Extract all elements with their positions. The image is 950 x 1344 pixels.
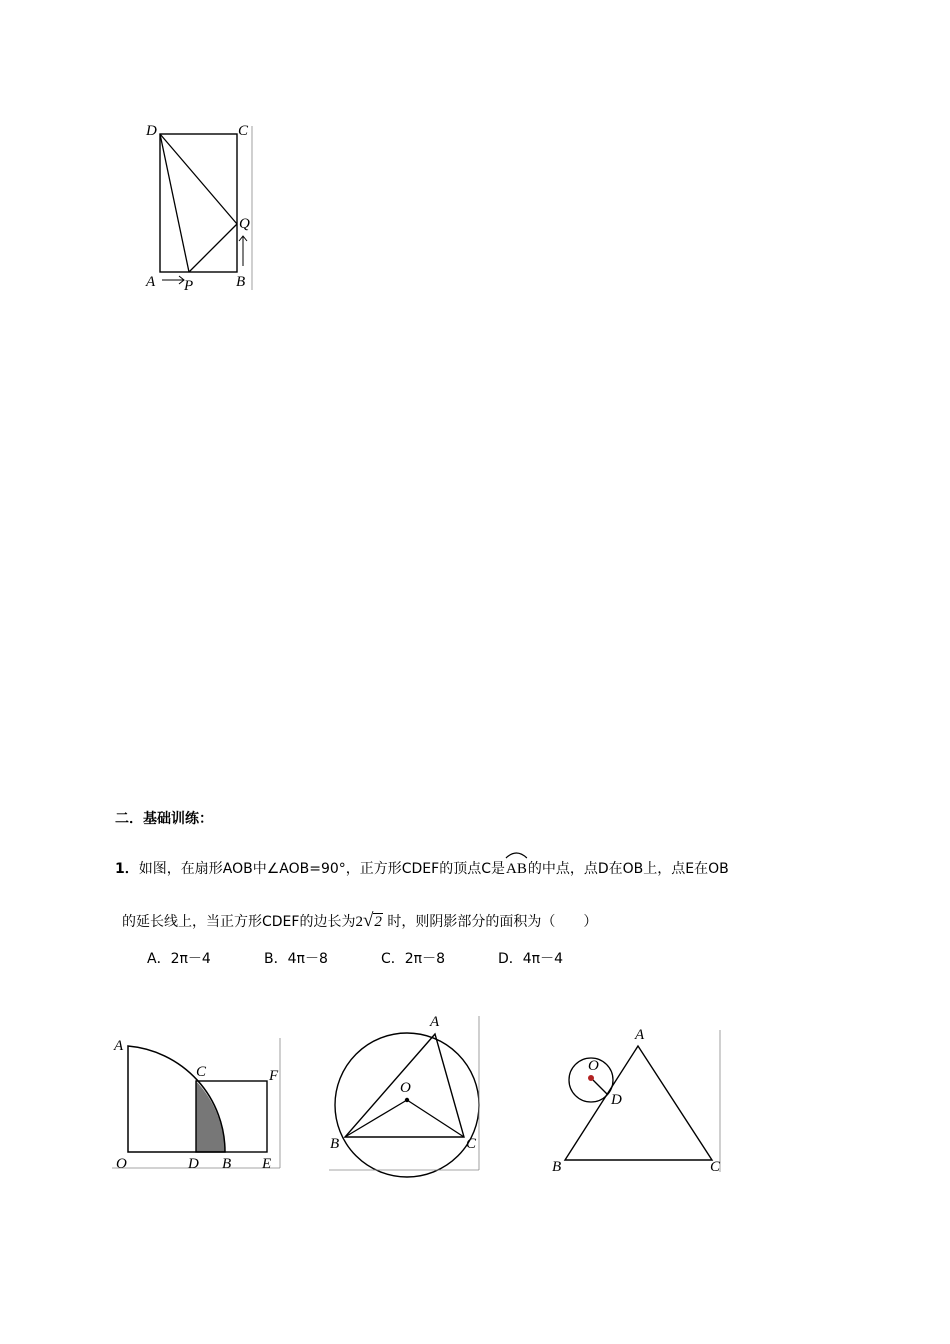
label-d: D (146, 123, 157, 139)
arrow-up-icon (239, 236, 247, 266)
segment-dq (160, 134, 237, 224)
answer-options (147, 948, 615, 968)
figure-sector-square (108, 1030, 288, 1178)
question-text-part-4: 时，则阴影部分的面积为（ ） (382, 914, 598, 930)
label-a: A (635, 1027, 645, 1043)
label-q: Q (239, 216, 250, 232)
label-a: A (114, 1038, 124, 1054)
two-root-two (355, 910, 382, 932)
question-1-line-1 (115, 858, 729, 878)
option-d[interactable]: D．4π－4 (498, 951, 564, 967)
arrow-right-icon (162, 276, 184, 284)
center-point (588, 1075, 594, 1081)
question-text-part-2: 的中点，点D在OB上，点E在OB (527, 861, 729, 877)
figure-circle-triangle (325, 1008, 487, 1176)
question-text-part-3: 的延长线上，当正方形CDEF的边长为 (122, 914, 356, 930)
label-f: F (269, 1068, 279, 1084)
label-b: B (236, 274, 246, 290)
shaded-region (196, 1081, 225, 1152)
question-text-part-1: 如图，在扇形AOB中∠AOB=90°，正方形CDEF的顶点C是 (138, 861, 505, 877)
section-title: 二．基础训练： (115, 811, 213, 827)
label-b: B (222, 1156, 232, 1172)
label-a: A (430, 1014, 440, 1030)
arc-ab (505, 861, 528, 878)
question-number: 1． (115, 861, 139, 877)
label-o: O (116, 1156, 127, 1172)
circle-o (335, 1033, 479, 1177)
figure-rectangle-abcd (140, 118, 260, 298)
label-o: O (588, 1058, 599, 1074)
label-b: B (552, 1159, 562, 1175)
arc-ab-label: AB (506, 861, 527, 877)
segment-dp (160, 134, 189, 272)
arc-icon (505, 851, 528, 859)
sqrt-icon: √ (362, 910, 374, 931)
figure-triangle-small-circle (548, 1022, 728, 1180)
label-c: C (196, 1064, 207, 1080)
label-b: B (330, 1136, 340, 1152)
rectangle-abcd (160, 134, 237, 272)
sqrt-radicand: 2 (374, 914, 382, 930)
option-c[interactable]: C．2π－8 (381, 951, 446, 967)
label-c: C (466, 1136, 477, 1152)
sqrt-coefficient: 2 (355, 914, 363, 930)
label-o: O (400, 1080, 411, 1096)
label-a: A (146, 274, 156, 290)
option-b[interactable]: B．4π－8 (264, 951, 328, 967)
label-c: C (238, 123, 249, 139)
label-e: E (262, 1156, 272, 1172)
segment-od (591, 1078, 607, 1094)
segment-ob (345, 1100, 407, 1137)
label-d: D (188, 1156, 199, 1172)
label-d: D (611, 1092, 622, 1108)
label-p: P (184, 278, 194, 294)
segment-pq (189, 224, 237, 272)
center-point (405, 1098, 409, 1102)
question-1-line-2 (122, 910, 597, 932)
label-c: C (710, 1159, 721, 1175)
option-a[interactable]: A．2π－4 (147, 951, 211, 967)
